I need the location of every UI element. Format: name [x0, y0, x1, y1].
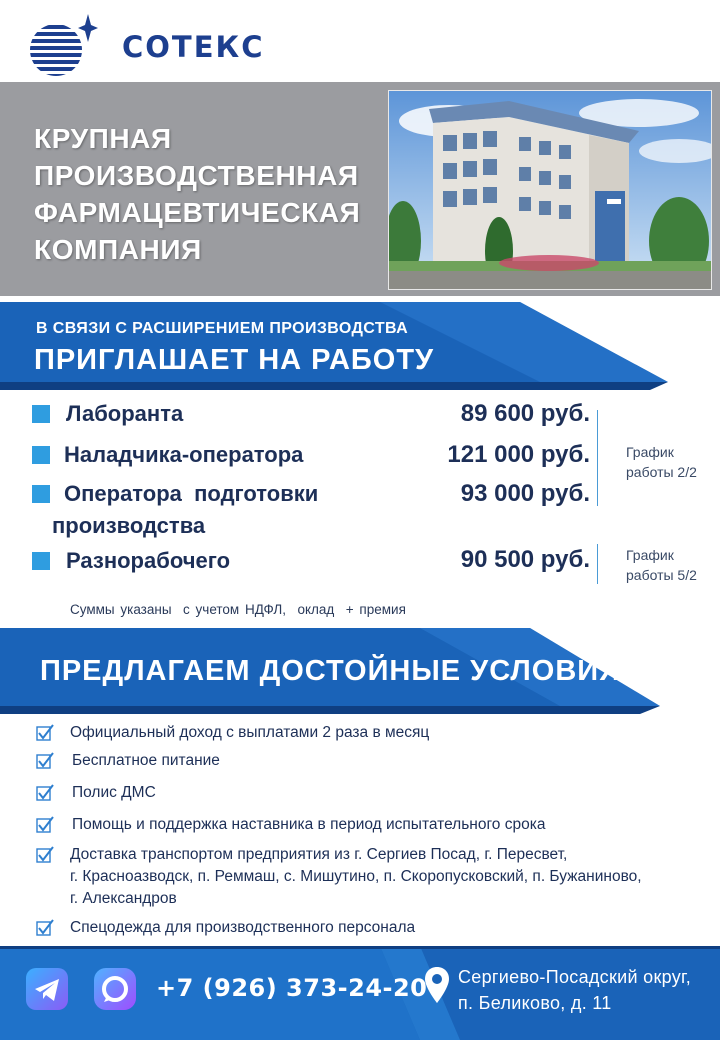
checkbox-checked-icon [36, 846, 54, 864]
vacancy-salary: 93 000 руб. [460, 480, 590, 507]
contact-phone[interactable]: +7 (926) 373-24-20 [156, 974, 428, 1002]
hero-title-line: КОМПАНИЯ [34, 234, 202, 265]
conditions-heading: ПРЕДЛАГАЕМ ДОСТОЙНЫЕ УСЛОВИЯ [40, 655, 621, 687]
hero-title-line: ФАРМАЦЕВТИЧЕСКАЯ [34, 197, 361, 228]
schedule-label [626, 442, 697, 482]
hero-title [34, 120, 394, 268]
vacancy-bullet [32, 405, 50, 423]
benefit-item [70, 844, 710, 910]
company-logo [22, 8, 265, 80]
schedule-label [626, 545, 697, 585]
schedule-bracket [597, 544, 605, 584]
hero-title-line: ПРОИЗВОДСТВЕННАЯ [34, 160, 359, 191]
vacancy-salary: 90 500 руб. [460, 546, 590, 573]
schedule-label-line: работы 2/2 [626, 464, 697, 480]
contact-address-line: Сергиево-Посадский округ, [458, 967, 692, 987]
vacancy-title: Разнорабочего [66, 548, 231, 573]
location-pin-icon [424, 966, 450, 1004]
benefit-item-line: г. Александров [70, 890, 177, 907]
hero-title-line: КРУПНАЯ [34, 123, 172, 154]
vacancy-title: Оператора подготовки [64, 481, 319, 506]
contact-address-line: п. Беликово, д. 11 [458, 993, 612, 1013]
telegram-icon[interactable] [26, 968, 68, 1010]
benefit-item: Спецодежда для производственного персонала [70, 919, 416, 936]
office-building-photo [388, 90, 712, 290]
vacancy-title: Лаборанта [66, 401, 184, 426]
vacancy-salary: 89 600 руб. [460, 400, 590, 427]
benefit-item-line: г. Красноазводск, п. Реммаш, с. Мишутино, п. Скоропусковский, п. Бужаниново, [70, 868, 642, 885]
max-messenger-icon[interactable] [94, 968, 136, 1010]
checkbox-checked-icon [36, 724, 54, 742]
hero-banner [0, 82, 720, 296]
vacancy-salary: 121 000 руб. [447, 441, 590, 468]
vacancy-title-continued: производства [52, 513, 206, 538]
schedule-bracket [597, 410, 605, 506]
checkbox-checked-icon [36, 752, 54, 770]
building-illustration [389, 91, 712, 290]
vacancy-bullet [32, 446, 50, 464]
benefit-item-line: Доставка транспортом предприятия из г. Сергиев Посад, г. Пересвет, [70, 846, 568, 863]
benefit-item: Полис ДМС [72, 784, 156, 801]
salary-note: Суммы указаны с учетом НДФЛ, оклад + премия [70, 602, 406, 617]
vacancy-bullet [32, 552, 50, 570]
schedule-label-line: работы 5/2 [626, 567, 697, 583]
logo-globe-icon [22, 14, 98, 78]
benefit-item: Официальный доход с выплатами 2 раза в месяц [70, 724, 430, 741]
vacancy-title: Наладчика-оператора [64, 442, 304, 467]
benefit-item: Бесплатное питание [72, 752, 220, 769]
logo-wordmark: СОТЕКС [122, 30, 265, 64]
invite-heading: ПРИГЛАШАЕТ НА РАБОТУ [34, 344, 435, 376]
vacancy-bullet [32, 485, 50, 503]
schedule-label-line: График [626, 547, 674, 563]
benefit-item: Помощь и поддержка наставника в период испытательного срока [72, 816, 546, 833]
invite-subtitle: В СВЯЗИ С РАСШИРЕНИЕМ ПРОИЗВОДСТВА [36, 320, 409, 337]
checkbox-checked-icon [36, 784, 54, 802]
checkbox-checked-icon [36, 816, 54, 834]
schedule-label-line: График [626, 444, 674, 460]
checkbox-checked-icon [36, 919, 54, 937]
